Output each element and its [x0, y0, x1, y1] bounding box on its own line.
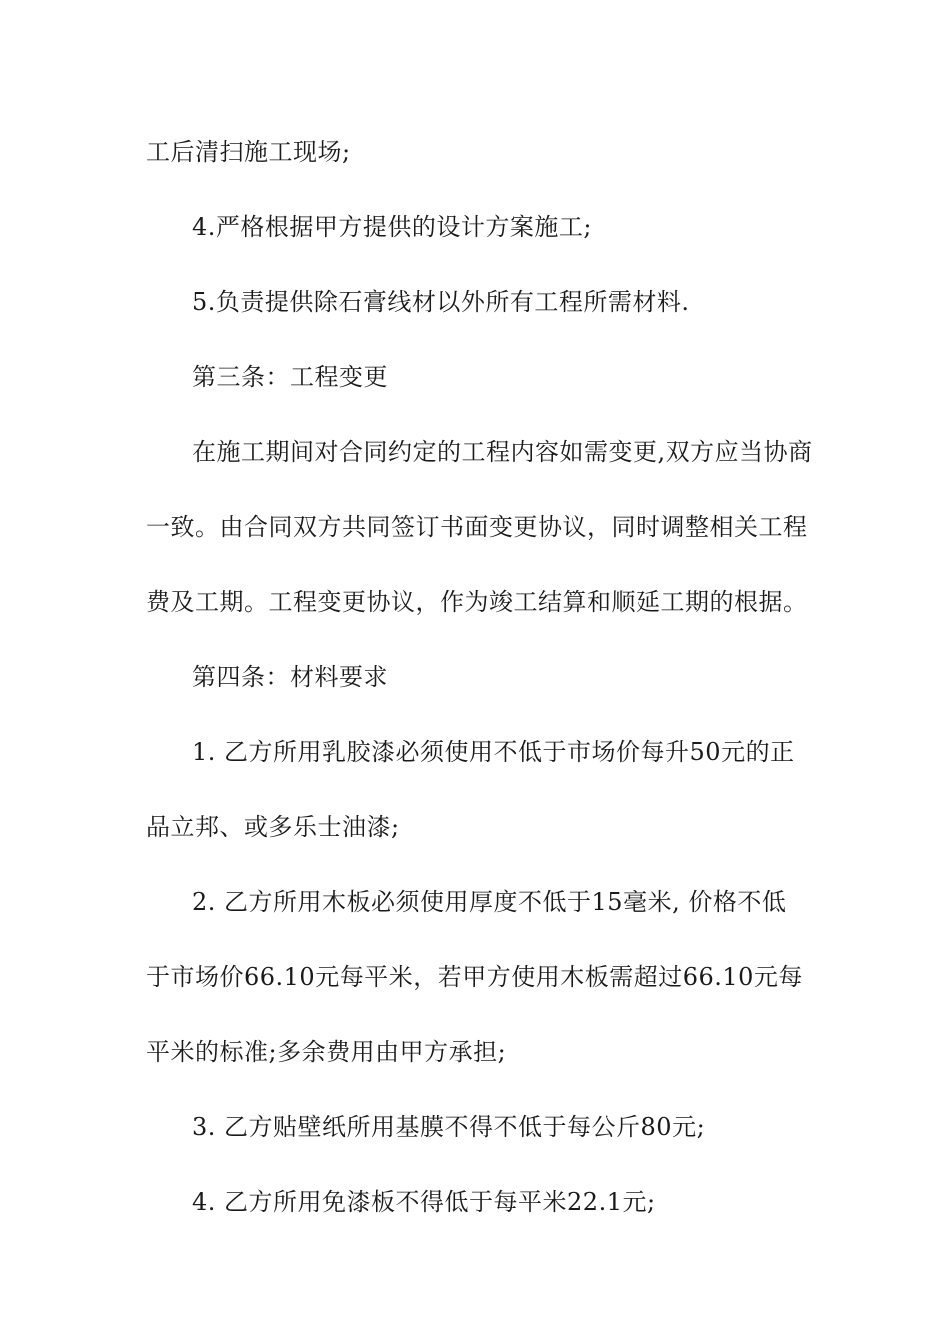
- paragraph-line: 品立邦、或多乐士油漆;: [146, 813, 400, 841]
- paragraph-line: 4.严格根据甲方提供的设计方案施工;: [192, 213, 592, 241]
- paragraph-line: 5.负责提供除石膏线材以外所有工程所需材料.: [192, 288, 690, 316]
- paragraph-line: 平米的标准;多余费用由甲方承担;: [146, 1038, 507, 1066]
- list-item: 4. 乙方所用免漆板不得低于每平米22.1元;: [192, 1188, 656, 1216]
- section-heading: 第三条：工程变更: [192, 363, 388, 391]
- paragraph-line: 工后清扫施工现场;: [146, 138, 351, 166]
- list-item: 1. 乙方所用乳胶漆必须使用不低于市场价每升50元的正: [192, 738, 795, 766]
- list-item: 2. 乙方所用木板必须使用厚度不低于15毫米, 价格不低: [192, 888, 787, 916]
- paragraph-line: 于市场价66.10元每平米，若甲方使用木板需超过66.10元每: [146, 963, 803, 991]
- list-item: 3. 乙方贴壁纸所用基膜不得不低于每公斤80元;: [192, 1113, 706, 1141]
- paragraph-line: 一致。由合同双方共同签订书面变更协议，同时调整相关工程: [146, 513, 808, 541]
- paragraph-line: 在施工期间对合同约定的工程内容如需变更,双方应当协商: [192, 438, 813, 466]
- paragraph-line: 费及工期。工程变更协议，作为竣工结算和顺延工期的根据。: [146, 588, 808, 616]
- section-heading: 第四条：材料要求: [192, 663, 388, 691]
